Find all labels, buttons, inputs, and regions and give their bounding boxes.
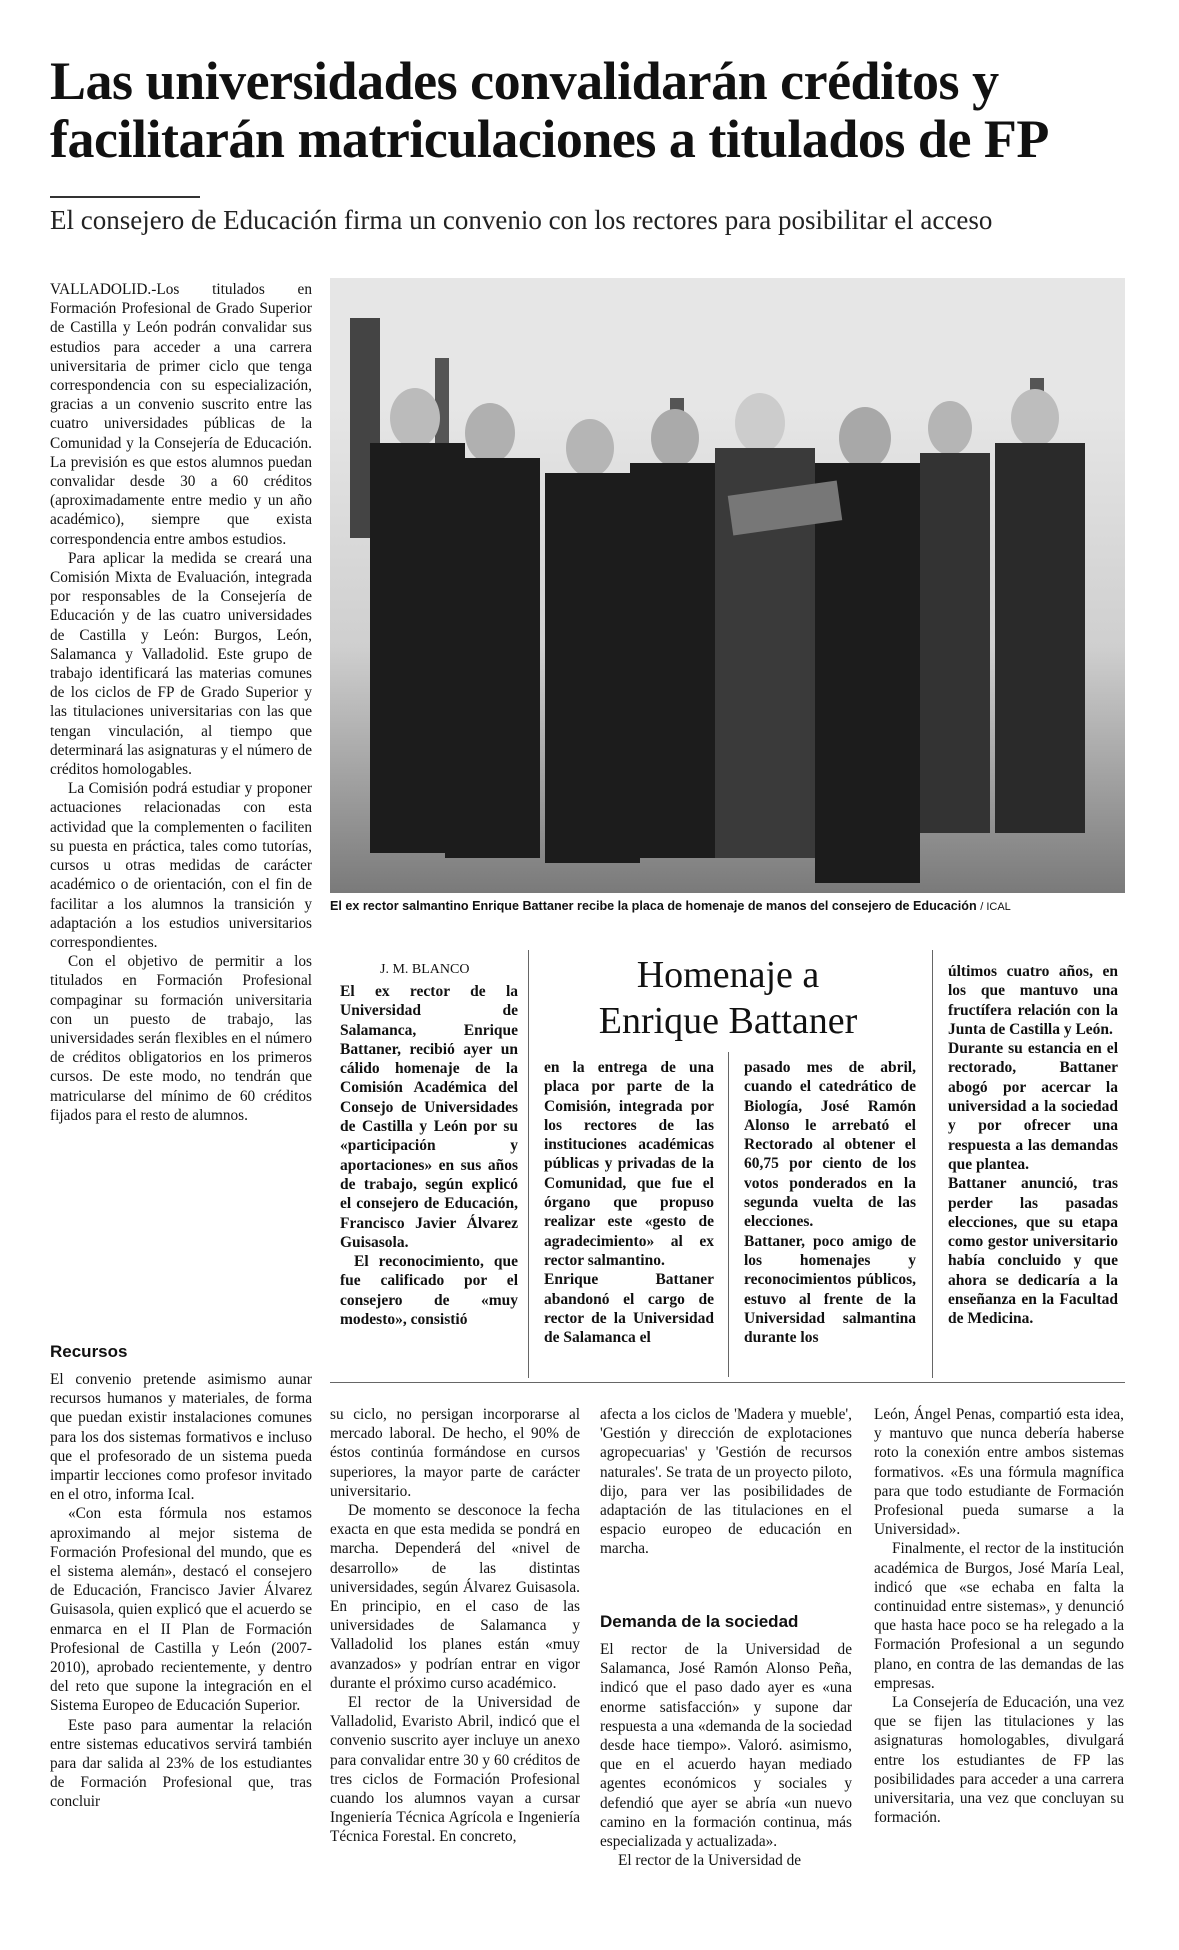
subtitle: El consejero de Educación firma un convenio con los rectores para posibilitar el acceso	[50, 205, 993, 235]
paragraph: El rector de la Universidad de Valladolid, Evaristo Abril, indicó que el convenio suscrito ayer incluye un anexo para convalidar entre 30 y 60 créditos de tres ciclos de Formación Profesional cuando los alumnos vayan a cursar Ingeniería Técnica Agrícola e Ingeniería Técnica Forestal. En concreto,	[330, 1694, 580, 1846]
box-column-4	[948, 962, 1118, 1329]
byline: J. M. BLANCO	[380, 962, 470, 977]
section-title-recursos: Recursos	[50, 1342, 128, 1361]
box-title	[548, 952, 908, 1044]
paragraph: De momento se desconoce la fecha exacta en que esta medida se pondrá en marcha. Dependerá del «nivel de desarrollo» de las distintas universidades, según Álvarez Guisasola. En principio, en el caso de las universidades de Salamanca y Valladolid los planes están «muy avanzados» y podrían entrar en vigor durante el próximo curso académico.	[330, 1502, 580, 1692]
box-column-3	[744, 1058, 916, 1347]
paragraph: Durante su estancia en el rectorado, Battaner abogó por acercar la universidad a la sociedad y por ofrecer una respuesta a las demandas que plantea.	[948, 1040, 1118, 1173]
paragraph: El rector de la Universidad de Salamanca, José Ramón Alonso Peña, indicó que el paso dado ayer es «una enorme satisfacción» y supone dar respuesta a una «demanda de la sociedad desde hace tiempo». Valoró. asimismo, que en el acuerdo hayan mediado agentes económicos y sociales y defendió que ayer se abría «un nuevo camino en la formación continua, más especializada y actualizada».	[600, 1641, 852, 1851]
paragraph: pasado mes de abril, cuando el catedrático de Biología, José Ramón Alonso le arrebató el Rectorado al obtener el 60,75 por ciento de los votos ponderados en la segunda vuelta de las elecciones.	[744, 1059, 916, 1231]
headline-line-1: Las universidades convalidarán créditos y	[50, 51, 999, 111]
box-divider	[528, 950, 529, 1378]
paragraph: su ciclo, no persigan incorporarse al mercado laboral. De hecho, el 90% de éstos continúa formándose en cursos superiores, la mayor parte de carácter universitario.	[330, 1406, 580, 1500]
paragraph: Enrique Battaner abandonó el cargo de rector de la Universidad de Salamanca el	[544, 1271, 714, 1347]
box-bottom-rule	[330, 1382, 1125, 1383]
bottom-column-2	[330, 1405, 580, 1847]
paragraph: en la entrega de una placa por parte de la Comisión, integrada por los rectores de las instituciones académicas públicas y privadas de la Comunidad, que fue el órgano que propuso realizar este «gesto de agradecimiento» al ex rector salmantino.	[544, 1059, 714, 1269]
section-title-demanda: Demanda de la sociedad	[600, 1612, 799, 1631]
paragraph: Battaner anunció, tras perder las pasadas elecciones, que su etapa como gestor universitario había concluido y que ahora se dedicaría a la enseñanza en la Facultad de Medicina.	[948, 1175, 1118, 1328]
paragraph: Finalmente, el rector de la institución académica de Burgos, José María Leal, indicó que «se echaba en falta la continuidad entre sistemas», y denunció que hasta hace poco se ha relegado a la Formación Profesional a un segundo plano, en contra de las demandas de las empresas.	[874, 1540, 1124, 1692]
bottom-column-3-lower	[600, 1640, 852, 1870]
paragraph: Para aplicar la medida se creará una Comisión Mixta de Evaluación, integrada por responsables de la Consejería de Educación y de las cuatro universidades de Castilla y León: Burgos, León, Salamanca y Valladolid. Este grupo de trabajo identificará las materias comunes de los ciclos de FP de Grado Superior y las titulaciones universitarias con las que tengan vinculación, al tiempo que determinará las asignaturas y el número de créditos homologables.	[50, 549, 312, 779]
box-title-line-1: Homenaje a	[636, 954, 820, 996]
news-photo	[330, 278, 1125, 893]
paragraph: El convenio pretende asimismo aunar recursos humanos y materiales, de forma que puedan existir instalaciones comunes para los dos sistemas formativos e incluso que el profesorado de un sistema pueda impartir lecciones como profesor invitado en el otro, informa Ical.	[50, 1371, 312, 1504]
paragraph: León, Ángel Penas, compartió esta idea, y mantuvo que nunca debería haberse roto la conexión entre ambos sistemas formativos. «Es una fórmula magnífica para que todo estudiante de Formación Profesional pueda sumarse a la Universidad».	[874, 1406, 1124, 1539]
paragraph: «Con esta fórmula nos estamos aproximando al mejor sistema de Formación Profesional del mundo, que es el sistema alemán», destacó el consejero de Educación, Francisco Javier Álvarez Guisasola, quien explicó que el acuerdo se enmarca en el II Plan de Formación Profesional de Castilla y León (2007-2010), aprobado recientemente, y dentro del reto que supone la integración en el Sistema Europeo de Educación Superior.	[50, 1505, 312, 1715]
paragraph: La Consejería de Educación, una vez que se fijen las titulaciones y las asignaturas homologables, divulgará entre los estudiantes de FP las posibilidades para acceder a una carrera universitaria, una vez que concluyan su formación.	[874, 1694, 1124, 1827]
box-divider	[728, 1052, 729, 1377]
headline-line-2: facilitarán matriculaciones a titulados de FP	[50, 109, 1049, 169]
paragraph: El reconocimiento, que fue calificado por el consejero de «muy modesto», consistió	[340, 1253, 518, 1329]
box-title-line-2: Enrique Battaner	[598, 1000, 858, 1042]
paragraph: VALLADOLID.-Los titulados en Formación Profesional de Grado Superior de Castilla y León podrán convalidar sus estudios para acceder a una carrera universitaria de primer ciclo que tenga correspondencia con su especialización, gracias a un convenio suscrito entre las cuatro universidades públicas de la Comunidad y la Consejería de Educación. La previsión es que estos alumnos puedan convalidar desde 30 a 60 créditos (aproximadamente entre medio y un año académico), siempre que exista correspondencia entre ambos estudios.	[50, 281, 312, 548]
left-column-lower	[50, 1370, 312, 1812]
paragraph: últimos cuatro años, en los que mantuvo una fructífera relación con la Junta de Castilla y León.	[948, 963, 1118, 1038]
photo-illustration	[330, 278, 1125, 893]
paragraph: El rector de la Universidad de	[618, 1852, 802, 1870]
paragraph: afecta a los ciclos de 'Madera y mueble', 'Gestión y dirección de explotaciones agropecuarias' y 'Gestión de recursos naturales'. Se trata de un proyecto piloto, dijo, para ver las posibilidades de adaptación de las titulaciones en el espacio europeo de educación en marcha.	[600, 1406, 852, 1558]
subtitle-rule	[50, 196, 200, 198]
bottom-column-4	[874, 1405, 1124, 1827]
paragraph: Battaner, poco amigo de los homenajes y reconocimientos públicos, estuvo al frente de la Universidad salmantina durante los	[744, 1232, 916, 1347]
paragraph: La Comisión podrá estudiar y proponer actuaciones relacionadas con esta actividad que la complementen o faciliten su puesta en práctica, tales como tutorías, cursos u otras medidas de carácter académico o de orientación, con el fin de facilitar a los alumnos la transición y adaptación a los estudios universitarios correspondientes.	[50, 780, 312, 951]
box-column-1	[340, 982, 518, 1329]
caption-text: El ex rector salmantino Enrique Battaner recibe la placa de homenaje de manos del consejero de Educación	[330, 899, 977, 913]
box-divider	[932, 950, 933, 1378]
headline	[50, 52, 1140, 168]
paragraph: Este paso para aumentar la relación entre sistemas educativos servirá también para dar salida al 23% de los estudiantes de Formación Profesional que, tras concluir	[50, 1716, 312, 1811]
left-column	[50, 280, 312, 1125]
photo-credit: / ICAL	[980, 901, 1011, 913]
paragraph: El ex rector de la Universidad de Salamanca, Enrique Battaner, recibió ayer un cálido homenaje de la Comisión Académica del Consejo de Universidades de Castilla y León por su «participación y aportaciones» en sus años de trabajo, según explicó el consejero de Educación, Francisco Javier Álvarez Guisasola.	[340, 983, 518, 1251]
paragraph: Con el objetivo de permitir a los titulados en Formación Profesional compaginar su formación universitaria con un puesto de trabajo, las universidades serán flexibles en el número de créditos obligatorios en los primeros cursos. De este modo, no tendrán que matricularse del mínimo de 60 créditos fijados para el resto de alumnos.	[50, 953, 312, 1124]
box-column-2	[544, 1058, 714, 1347]
bottom-column-3	[600, 1405, 852, 1559]
photo-caption	[330, 899, 1125, 913]
